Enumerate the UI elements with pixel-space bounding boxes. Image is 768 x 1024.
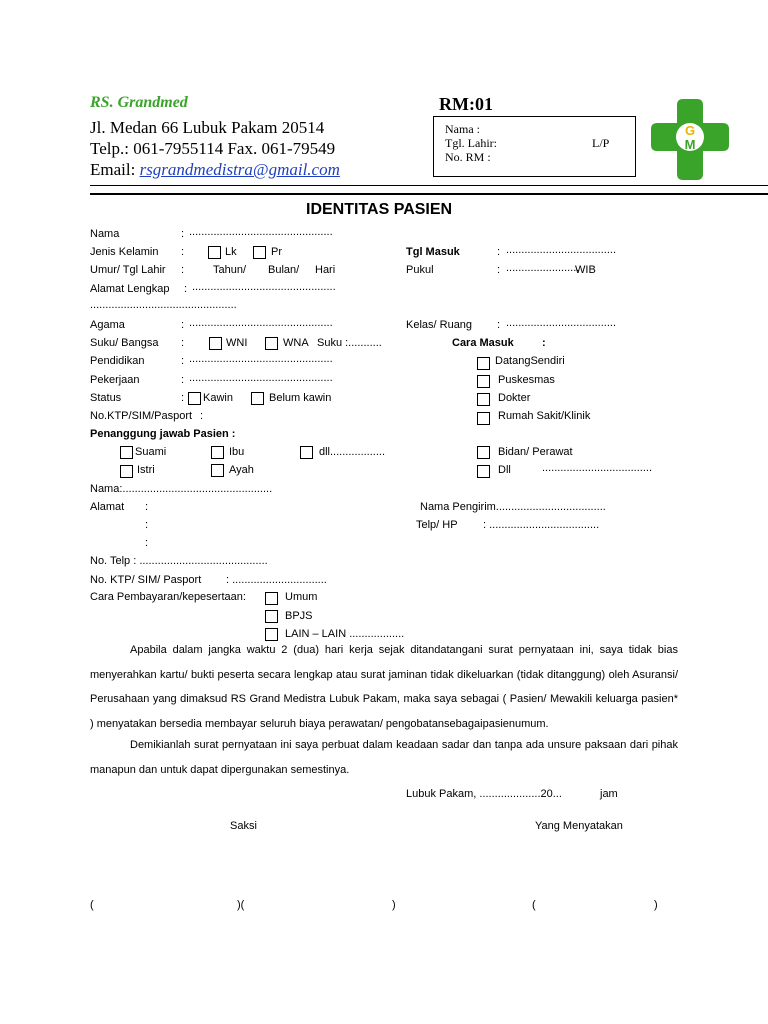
wna-label: WNA: [283, 337, 309, 349]
bidan-perawat-label: Bidan/ Perawat: [498, 446, 573, 458]
ibu-label: Ibu: [229, 446, 245, 458]
istri-label: Istri: [137, 464, 155, 476]
umum-checkbox[interactable]: [265, 592, 278, 605]
jenis-kelamin-colon: :: [181, 246, 185, 258]
dokter-label: Dokter: [498, 392, 531, 404]
saksi-paren-mid: )(: [237, 899, 245, 911]
pukul-colon: :: [497, 264, 501, 276]
pr-label: Pr: [271, 246, 282, 258]
lain-lain-label: LAIN – LAIN ..................: [285, 628, 405, 640]
umur-bulan: Bulan/: [268, 264, 300, 276]
agama-label: Agama: [90, 319, 125, 331]
bidan-perawat-checkbox[interactable]: [477, 446, 490, 459]
alamat-lengkap-field[interactable]: ...............................................: [192, 281, 336, 293]
dll-penanggung-field[interactable]: dll..................: [319, 446, 386, 458]
dokter-checkbox[interactable]: [477, 393, 490, 406]
status-colon: :: [181, 392, 185, 404]
penanggung-alamat-label: Alamat: [90, 501, 125, 513]
ibu-checkbox[interactable]: [211, 446, 224, 459]
email-label: Email:: [90, 160, 140, 179]
nama-label: Nama: [90, 228, 120, 240]
belum-kawin-checkbox[interactable]: [251, 392, 264, 405]
suami-checkbox[interactable]: [120, 446, 133, 459]
rumah-sakit-label: Rumah Sakit/Klinik: [498, 410, 591, 422]
rm-title: RM:01: [439, 94, 493, 114]
yang-menyatakan-label: Yang Menyatakan: [535, 820, 623, 832]
rm-tgl-lahir: Tgl. Lahir:: [445, 136, 497, 150]
kawin-label: Kawin: [203, 392, 233, 404]
rm-lp: L/P: [592, 136, 610, 150]
no-telp-field[interactable]: No. Telp : ..........................................: [90, 555, 268, 567]
kelas-ruang-colon: :: [497, 319, 501, 331]
hospital-address: Jl. Medan 66 Lubuk Pakam 20514: [90, 118, 325, 137]
pembayaran-label: Cara Pembayaran/kepesertaan:: [90, 591, 246, 603]
logo-letter-m: M: [684, 137, 696, 152]
nama-colon: :: [181, 228, 185, 240]
lk-label: Lk: [225, 246, 237, 258]
wni-checkbox[interactable]: [209, 337, 222, 350]
alamat-lengkap-label: Alamat Lengkap: [90, 283, 170, 295]
umur-colon: :: [181, 264, 185, 276]
pendidikan-field[interactable]: ...............................................: [189, 353, 333, 365]
ktp-colon: :: [200, 410, 204, 422]
telp-hp-label: Telp/ HP: [416, 519, 458, 531]
pekerjaan-field[interactable]: ...............................................: [189, 372, 333, 384]
penanggung-nama-field[interactable]: Nama:.................................................: [90, 483, 273, 495]
alamat-lengkap-field-2[interactable]: ................................................: [90, 299, 237, 311]
kawin-checkbox[interactable]: [188, 392, 201, 405]
pekerjaan-colon: :: [181, 374, 185, 386]
bpjs-label: BPJS: [285, 610, 313, 622]
rm-box: [433, 116, 636, 177]
saksi-paren-open: (: [90, 899, 94, 911]
kelas-ruang-field[interactable]: ....................................: [506, 317, 617, 329]
statement-paragraph-1: Apabila dalam jangka waktu 2 (dua) hari kerja sejak ditandatangani surat pernyataan ini, saya tidak bias menyerahkan kartu/ bukti peserta secara lengkap atau surat jaminan tidak dikeluarkan (tidak ditanggung) oleh Asuransi/ Perusahaan yang dimaksud RS Grand Medistra Lubuk Pakam, maka saya sebagai ( Pasien/ Mewakili keluarga pasien* ) menyatakan bersedia membayar seluruh biaya perawatan/ pengobatansebagaipasienumum.: [90, 644, 678, 730]
datang-sendiri-checkbox[interactable]: [477, 357, 490, 370]
umur-label: Umur/ Tgl Lahir: [90, 264, 166, 276]
place-date-field[interactable]: Lubuk Pakam, ....................20...: [406, 788, 562, 800]
puskesmas-checkbox[interactable]: [477, 375, 490, 388]
wni-label: WNI: [226, 337, 248, 349]
jenis-kelamin-label: Jenis Kelamin: [90, 246, 159, 258]
lk-checkbox[interactable]: [208, 246, 221, 259]
no-ktp-label: No. KTP/ SIM/ Pasport: [90, 574, 202, 586]
hospital-name: RS. Grandmed: [90, 94, 188, 111]
ktp-label: No.KTP/SIM/Pasport: [90, 410, 193, 422]
ayah-label: Ayah: [229, 464, 254, 476]
nama-field[interactable]: ...............................................: [189, 226, 333, 238]
tgl-masuk-colon: :: [497, 246, 501, 258]
menyatakan-paren-close: ): [654, 899, 658, 911]
header-divider-thin: [90, 185, 768, 186]
dll-checkbox[interactable]: [477, 465, 490, 478]
kelas-ruang-label: Kelas/ Ruang: [406, 319, 473, 331]
agama-field[interactable]: ...............................................: [189, 317, 333, 329]
menyatakan-paren-open: (: [532, 899, 536, 911]
dll-label: Dll: [498, 464, 511, 476]
penanggung-alamat-colon-1: :: [145, 501, 149, 513]
belum-kawin-label: Belum kawin: [269, 392, 332, 404]
jam-label: jam: [600, 788, 618, 800]
wna-checkbox[interactable]: [265, 337, 278, 350]
istri-checkbox[interactable]: [120, 465, 133, 478]
penanggung-alamat-colon-2: :: [145, 519, 149, 531]
cara-masuk-label: Cara Masuk: [452, 337, 514, 349]
suku-bangsa-colon: :: [181, 337, 185, 349]
email-link[interactable]: rsgrandmedistra@gmail.com: [139, 160, 340, 179]
green-cross-icon: [650, 99, 730, 180]
penanggung-jawab-label: Penanggung jawab Pasien :: [90, 428, 236, 440]
puskesmas-label: Puskesmas: [498, 374, 555, 386]
telp-hp-field[interactable]: : ....................................: [483, 519, 600, 531]
nama-pengirim-field[interactable]: Nama Pengirim....................................: [420, 501, 606, 513]
rm-nama: Nama :: [445, 122, 480, 136]
suku-field[interactable]: Suku :...........: [317, 337, 382, 349]
cara-masuk-colon: :: [542, 337, 546, 349]
logo-letter-g: G: [684, 123, 696, 138]
tgl-masuk-label: Tgl Masuk: [406, 246, 460, 258]
pukul-wib: WIB: [575, 264, 596, 276]
saksi-label: Saksi: [230, 820, 257, 832]
dll-field[interactable]: ....................................: [542, 462, 653, 474]
pekerjaan-label: Pekerjaan: [90, 374, 140, 386]
saksi-paren-close: ): [392, 899, 396, 911]
no-ktp-field[interactable]: : ...............................: [226, 574, 327, 586]
datang-sendiri-label: DatangSendiri: [495, 355, 565, 367]
agama-colon: :: [181, 319, 185, 331]
hospital-phone: Telp.: 061-7955114 Fax. 061-79549: [90, 139, 336, 158]
pr-checkbox[interactable]: [253, 246, 266, 259]
pendidikan-colon: :: [181, 355, 185, 367]
pukul-field[interactable]: ........................: [506, 262, 580, 274]
umur-hari: Hari: [315, 264, 336, 276]
umur-tahun: Tahun/: [213, 264, 247, 276]
suami-label: Suami: [135, 446, 167, 458]
status-label: Status: [90, 392, 122, 404]
penanggung-alamat-colon-3: :: [145, 537, 149, 549]
umum-label: Umum: [285, 591, 318, 603]
hospital-email-line: [90, 160, 340, 180]
rm-no-rm: No. RM :: [445, 150, 491, 164]
statement-paragraph-2: Demikianlah surat pernyataan ini saya perbuat dalam keadaan sadar dan tanpa ada unsure paksaan dari pihak manapun dan untuk dapat dipergunakan semestinya.: [90, 739, 678, 776]
tgl-masuk-field[interactable]: ....................................: [506, 244, 617, 256]
dll-penanggung-checkbox[interactable]: [300, 446, 313, 459]
suku-bangsa-label: Suku/ Bangsa: [90, 337, 159, 349]
bpjs-checkbox[interactable]: [265, 610, 278, 623]
hospital-logo: [650, 99, 730, 180]
rumah-sakit-checkbox[interactable]: [477, 412, 490, 425]
alamat-lengkap-colon: :: [184, 283, 188, 295]
pukul-label: Pukul: [406, 264, 434, 276]
page-title: IDENTITAS PASIEN: [306, 201, 453, 218]
ayah-checkbox[interactable]: [211, 464, 224, 477]
pendidikan-label: Pendidikan: [90, 355, 145, 367]
header-divider-thick: [90, 193, 768, 195]
